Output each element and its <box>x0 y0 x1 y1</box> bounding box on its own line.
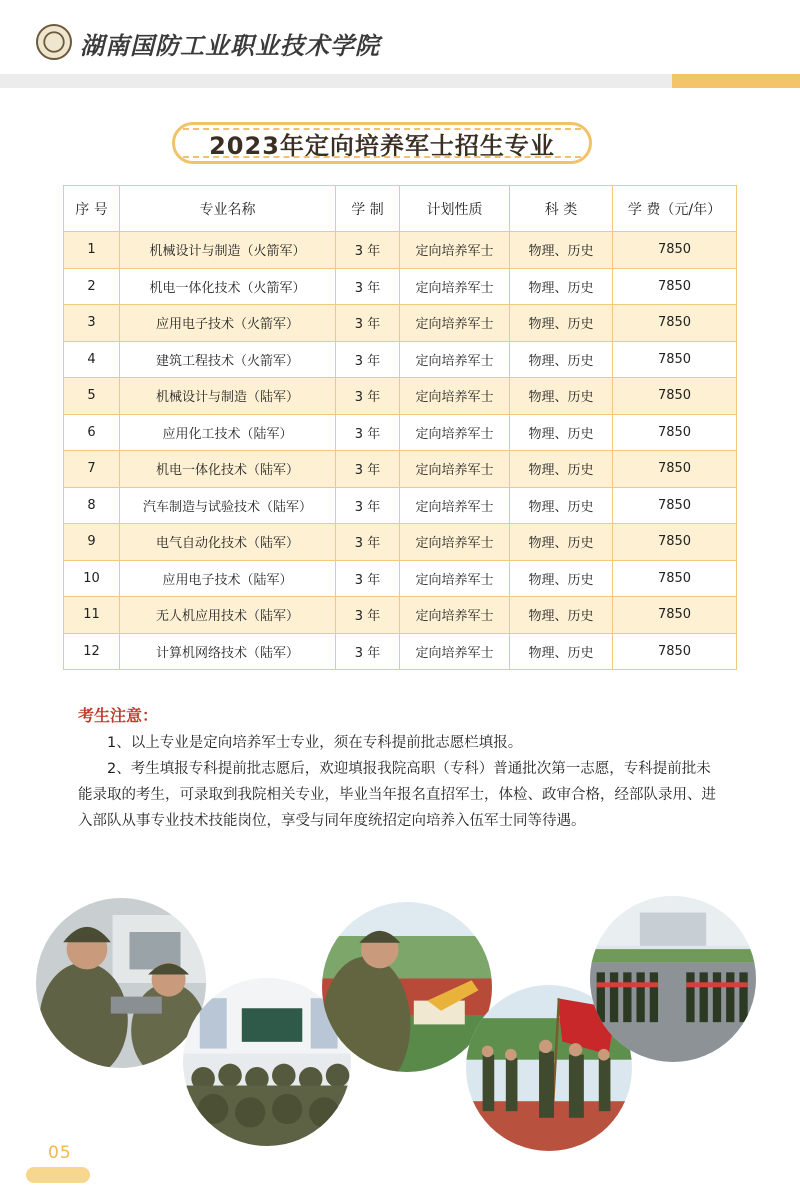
cell-duration: 3 年 <box>336 524 400 561</box>
photo-cadets-workshop <box>36 898 206 1068</box>
cell-major: 应用电子技术（火箭军） <box>120 305 336 342</box>
cell-plan-type: 定向培养军士 <box>400 451 510 488</box>
cell-major: 计算机网络技术（陆军） <box>120 633 336 670</box>
cell-index: 8 <box>64 487 120 524</box>
table-row <box>64 268 737 305</box>
table-row <box>64 232 737 269</box>
cell-tuition: 7850 <box>613 378 737 415</box>
cell-tuition: 7850 <box>613 633 737 670</box>
cell-subject: 物理、历史 <box>510 232 613 269</box>
cell-major: 应用化工技术（陆军） <box>120 414 336 451</box>
table-row <box>64 633 737 670</box>
cell-index: 11 <box>64 597 120 634</box>
cell-subject: 物理、历史 <box>510 414 613 451</box>
majors-table <box>63 185 737 670</box>
cell-subject: 物理、历史 <box>510 305 613 342</box>
cell-index: 1 <box>64 232 120 269</box>
cell-subject: 物理、历史 <box>510 268 613 305</box>
table-row <box>64 451 737 488</box>
column-header-index: 序 号 <box>64 186 120 232</box>
cell-plan-type: 定向培养军士 <box>400 633 510 670</box>
cell-index: 2 <box>64 268 120 305</box>
school-emblem-icon <box>36 24 72 60</box>
cell-plan-type: 定向培养军士 <box>400 524 510 561</box>
cell-plan-type: 定向培养军士 <box>400 341 510 378</box>
cell-subject: 物理、历史 <box>510 451 613 488</box>
cell-duration: 3 年 <box>336 451 400 488</box>
cell-major: 机械设计与制造（陆军） <box>120 378 336 415</box>
table-row <box>64 524 737 561</box>
cell-plan-type: 定向培养军士 <box>400 232 510 269</box>
cell-tuition: 7850 <box>613 524 737 561</box>
cell-index: 10 <box>64 560 120 597</box>
cell-index: 9 <box>64 524 120 561</box>
table-row <box>64 560 737 597</box>
cell-tuition: 7850 <box>613 597 737 634</box>
cell-tuition: 7850 <box>613 487 737 524</box>
cell-index: 5 <box>64 378 120 415</box>
cell-major: 机电一体化技术（陆军） <box>120 451 336 488</box>
cell-duration: 3 年 <box>336 378 400 415</box>
header-accent-bar <box>672 74 800 88</box>
cell-tuition: 7850 <box>613 232 737 269</box>
cell-subject: 物理、历史 <box>510 487 613 524</box>
cell-duration: 3 年 <box>336 597 400 634</box>
cell-subject: 物理、历史 <box>510 597 613 634</box>
cell-tuition: 7850 <box>613 268 737 305</box>
table-row <box>64 597 737 634</box>
cell-tuition: 7850 <box>613 451 737 488</box>
notice-paragraph: 2、考生填报专科提前批志愿后，欢迎填报我院高职（专科）普通批次第一志愿，专科提前批未能录取的考生，可录取到我院相关专业，毕业当年报名直招军士，体检、政审合格，经部队录用、进入部队从事专业技术技能岗位，享受与同年度统招定向培养入伍军士同等待遇。 <box>78 761 716 829</box>
cell-tuition: 7850 <box>613 341 737 378</box>
cell-duration: 3 年 <box>336 232 400 269</box>
page-title: 2023年定向培养军士招生专业 <box>209 131 555 160</box>
cell-duration: 3 年 <box>336 268 400 305</box>
column-header-major: 专业名称 <box>120 186 336 232</box>
cell-duration: 3 年 <box>336 414 400 451</box>
cell-plan-type: 定向培养军士 <box>400 378 510 415</box>
cell-index: 4 <box>64 341 120 378</box>
cell-duration: 3 年 <box>336 487 400 524</box>
table-row <box>64 378 737 415</box>
cell-tuition: 7850 <box>613 305 737 342</box>
cell-duration: 3 年 <box>336 341 400 378</box>
column-header-tuition: 学 费（元/年） <box>613 186 737 232</box>
cell-plan-type: 定向培养军士 <box>400 268 510 305</box>
table-row <box>64 305 737 342</box>
photo-parade-formation <box>590 896 756 1062</box>
cell-plan-type: 定向培养军士 <box>400 560 510 597</box>
page-header <box>0 0 800 90</box>
cell-major: 无人机应用技术（陆军） <box>120 597 336 634</box>
notice-paragraph: 1、以上专业是定向培养军士专业，须在专科提前批志愿栏填报。 <box>107 735 523 751</box>
cell-duration: 3 年 <box>336 305 400 342</box>
cell-major: 建筑工程技术（火箭军） <box>120 341 336 378</box>
footer-accent-bar <box>26 1167 90 1183</box>
page-title-frame <box>172 122 592 164</box>
column-header-subject: 科 类 <box>510 186 613 232</box>
table-row <box>64 414 737 451</box>
cell-major: 机电一体化技术（火箭军） <box>120 268 336 305</box>
photo-cadets-outdoor-training <box>322 902 492 1072</box>
cell-plan-type: 定向培养军士 <box>400 414 510 451</box>
column-header-duration: 学 制 <box>336 186 400 232</box>
table-row <box>64 341 737 378</box>
cell-major: 应用电子技术（陆军） <box>120 560 336 597</box>
table-row <box>64 487 737 524</box>
cell-index: 7 <box>64 451 120 488</box>
cell-major: 汽车制造与试验技术（陆军） <box>120 487 336 524</box>
cell-index: 6 <box>64 414 120 451</box>
cell-plan-type: 定向培养军士 <box>400 597 510 634</box>
cell-duration: 3 年 <box>336 633 400 670</box>
cell-duration: 3 年 <box>336 560 400 597</box>
cell-subject: 物理、历史 <box>510 633 613 670</box>
cell-plan-type: 定向培养军士 <box>400 305 510 342</box>
cell-major: 电气自动化技术（陆军） <box>120 524 336 561</box>
cell-major: 机械设计与制造（火箭军） <box>120 232 336 269</box>
cell-tuition: 7850 <box>613 560 737 597</box>
cell-subject: 物理、历史 <box>510 524 613 561</box>
school-name: 湖南国防工业职业技术学院 <box>80 31 380 60</box>
column-header-plan-type: 计划性质 <box>400 186 510 232</box>
cell-subject: 物理、历史 <box>510 560 613 597</box>
table-header-row <box>64 186 737 232</box>
cell-index: 12 <box>64 633 120 670</box>
notice-title: 考生注意： <box>78 706 159 725</box>
cell-subject: 物理、历史 <box>510 341 613 378</box>
cell-plan-type: 定向培养军士 <box>400 487 510 524</box>
cell-index: 3 <box>64 305 120 342</box>
page-number: 05 <box>48 1143 72 1163</box>
cell-subject: 物理、历史 <box>510 378 613 415</box>
cell-tuition: 7850 <box>613 414 737 451</box>
